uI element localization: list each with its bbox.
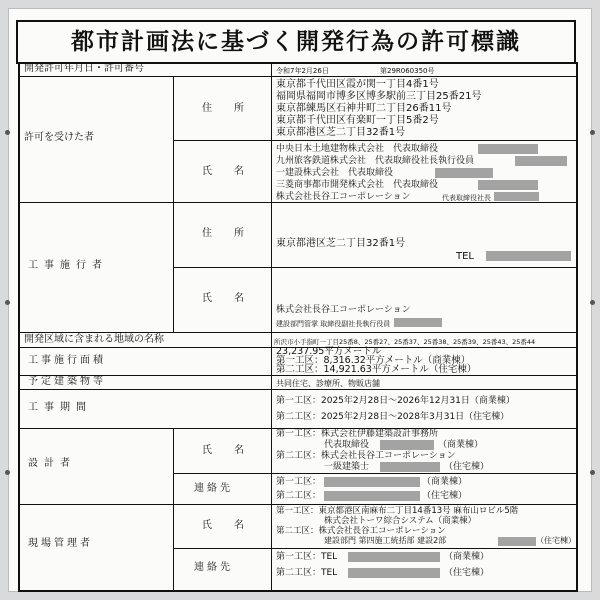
permittee-label: 許可を受けた者 bbox=[24, 132, 94, 143]
permittee-name-4: 三菱商事都市開発株式会社 代表取締役 bbox=[276, 180, 439, 190]
area-zone2: 第二工区：14,921.63平方メートル（住宅棟） bbox=[276, 364, 477, 375]
designer-z2-rep: 一級建築士 bbox=[324, 462, 370, 472]
redaction bbox=[494, 192, 539, 201]
designer-contact-label: 連絡先 bbox=[194, 483, 233, 494]
designer-c2-label: 第二工区： bbox=[276, 491, 322, 501]
site-manager-line3: 第二工区：株式会社長谷工コーポレーション bbox=[276, 526, 446, 536]
site-manager-c1-tag: （商業棟） bbox=[444, 552, 490, 562]
designer-z2-company: 第二工区：株式会社長谷工コーポレーション bbox=[276, 451, 456, 461]
redaction bbox=[348, 552, 440, 562]
redaction bbox=[380, 440, 434, 450]
site-manager-c2: 第二工区：TEL bbox=[276, 568, 338, 578]
site-manager-name-label: 氏 名 bbox=[202, 520, 250, 531]
site-manager-line1: 第一工区：東京都港区南麻布二丁目14番13号 麻布山ロビル5階 bbox=[276, 506, 519, 516]
site-manager-line4: 建設部門 第四施工統括部 建設2部 bbox=[324, 536, 447, 545]
designer-z1-tag: （商業棟） bbox=[438, 440, 484, 450]
contractor-address: 東京都港区芝二丁目32番1号 bbox=[276, 238, 406, 249]
contractor-address-label: 住 所 bbox=[202, 228, 250, 239]
redaction bbox=[380, 462, 440, 472]
permittee-address-1: 東京都千代田区霞が関一丁目4番1号 bbox=[276, 79, 439, 90]
redaction bbox=[498, 537, 536, 546]
permittee-name-5-role: 代表取締役社長 bbox=[442, 194, 491, 202]
permittee-name-2: 九州旅客鉄道株式会社 代表取締役社長執行役員 bbox=[276, 156, 475, 166]
site-manager-line2: 株式会社トーワ綜合システム（商業棟） bbox=[324, 516, 477, 526]
period-label: 工事期間 bbox=[28, 402, 92, 413]
redaction bbox=[515, 156, 567, 166]
screw bbox=[590, 470, 595, 475]
area-label: 工事施行面積 bbox=[28, 355, 106, 366]
designer-c1-label: 第一工区： bbox=[276, 477, 322, 487]
redaction bbox=[435, 168, 493, 178]
building-label: 予定建築物等 bbox=[28, 376, 106, 387]
redaction bbox=[486, 251, 571, 261]
site-manager-c2-tag: （住宅棟） bbox=[444, 568, 490, 578]
redaction bbox=[348, 568, 440, 578]
period-zone2: 第二工区：2025年2月28日～2028年3月31日（住宅棟） bbox=[276, 412, 510, 422]
screw bbox=[5, 130, 10, 135]
site-manager-line4-tag: （住宅棟） bbox=[536, 536, 576, 545]
redaction bbox=[478, 180, 538, 190]
site-manager-contact-label: 連絡先 bbox=[194, 562, 233, 573]
area-names-value: 所沢市小手指町一丁目25番8、25番27、25番37、25番38、25番39、25番43、25番44 bbox=[274, 338, 536, 346]
redaction bbox=[324, 491, 420, 501]
info-table bbox=[18, 62, 578, 592]
screw bbox=[590, 300, 595, 305]
permittee-name-5: 株式会社長谷工コーポレーション bbox=[276, 192, 411, 202]
sign-title: 都市計画法に基づく開発行為の許可標識 bbox=[16, 20, 576, 64]
area-names-label: 開発区域に含まれる地域の名称 bbox=[24, 334, 164, 345]
permittee-address-3: 東京都練馬区石神井町二丁目26番11号 bbox=[276, 103, 452, 114]
building-value: 共同住宅、診療所、物販店舗 bbox=[276, 379, 380, 388]
redaction bbox=[478, 144, 538, 154]
permittee-address-2: 福岡県福岡市博多区博多駅前三丁目25番21号 bbox=[276, 91, 482, 102]
period-zone1: 第一工区：2025年2月28日～2026年12月31日（商業棟） bbox=[276, 396, 515, 406]
permittee-address-5: 東京都港区芝二丁目32番1号 bbox=[276, 127, 406, 138]
permittee-address-4: 東京都千代田区有楽町一丁目5番2号 bbox=[276, 115, 439, 126]
permit-date: 令和7年2月26日 bbox=[276, 67, 329, 75]
designer-label: 設計者 bbox=[28, 458, 76, 469]
designer-z1-company: 第一工区：株式会社伊藤建築設計事務所 bbox=[276, 429, 439, 439]
contractor-name-label: 氏 名 bbox=[202, 293, 250, 304]
redaction bbox=[324, 477, 420, 487]
permit-number: 第29R060350号 bbox=[380, 67, 435, 75]
designer-name-label: 氏 名 bbox=[202, 445, 250, 456]
permittee-name-3: 一建設株式会社 代表取締役 bbox=[276, 168, 394, 178]
screw bbox=[5, 470, 10, 475]
permit-label: 開発許可年月日・許可番号 bbox=[24, 63, 144, 74]
contractor-tel-label: TEL bbox=[456, 251, 474, 262]
redaction bbox=[394, 318, 442, 327]
area-total: 23,237.95平方メートル bbox=[276, 346, 382, 357]
site-manager-label: 現場管理者 bbox=[28, 538, 93, 549]
contractor-label: 工事施行者 bbox=[28, 260, 108, 271]
contractor-name: 株式会社長谷工コーポレーション bbox=[276, 305, 411, 315]
screw bbox=[5, 300, 10, 305]
designer-z2-tag: （住宅棟） bbox=[444, 462, 490, 472]
designer-c1-tag: （商業棟） bbox=[422, 477, 468, 487]
screw bbox=[590, 130, 595, 135]
permittee-name-label: 氏 名 bbox=[202, 166, 250, 177]
designer-z1-rep: 代表取締役 bbox=[324, 440, 370, 450]
contractor-dept: 建設部門管掌 取締役副社長執行役員 bbox=[276, 320, 391, 328]
site-manager-c1: 第一工区：TEL bbox=[276, 552, 338, 562]
area-zone1: 第一工区：8,316.32平方メートル（商業棟） bbox=[276, 355, 471, 366]
permittee-name-1: 中央日本土地建物株式会社 代表取締役 bbox=[276, 144, 439, 154]
permittee-address-label: 住 所 bbox=[202, 103, 250, 114]
designer-c2-tag: （住宅棟） bbox=[422, 491, 468, 501]
